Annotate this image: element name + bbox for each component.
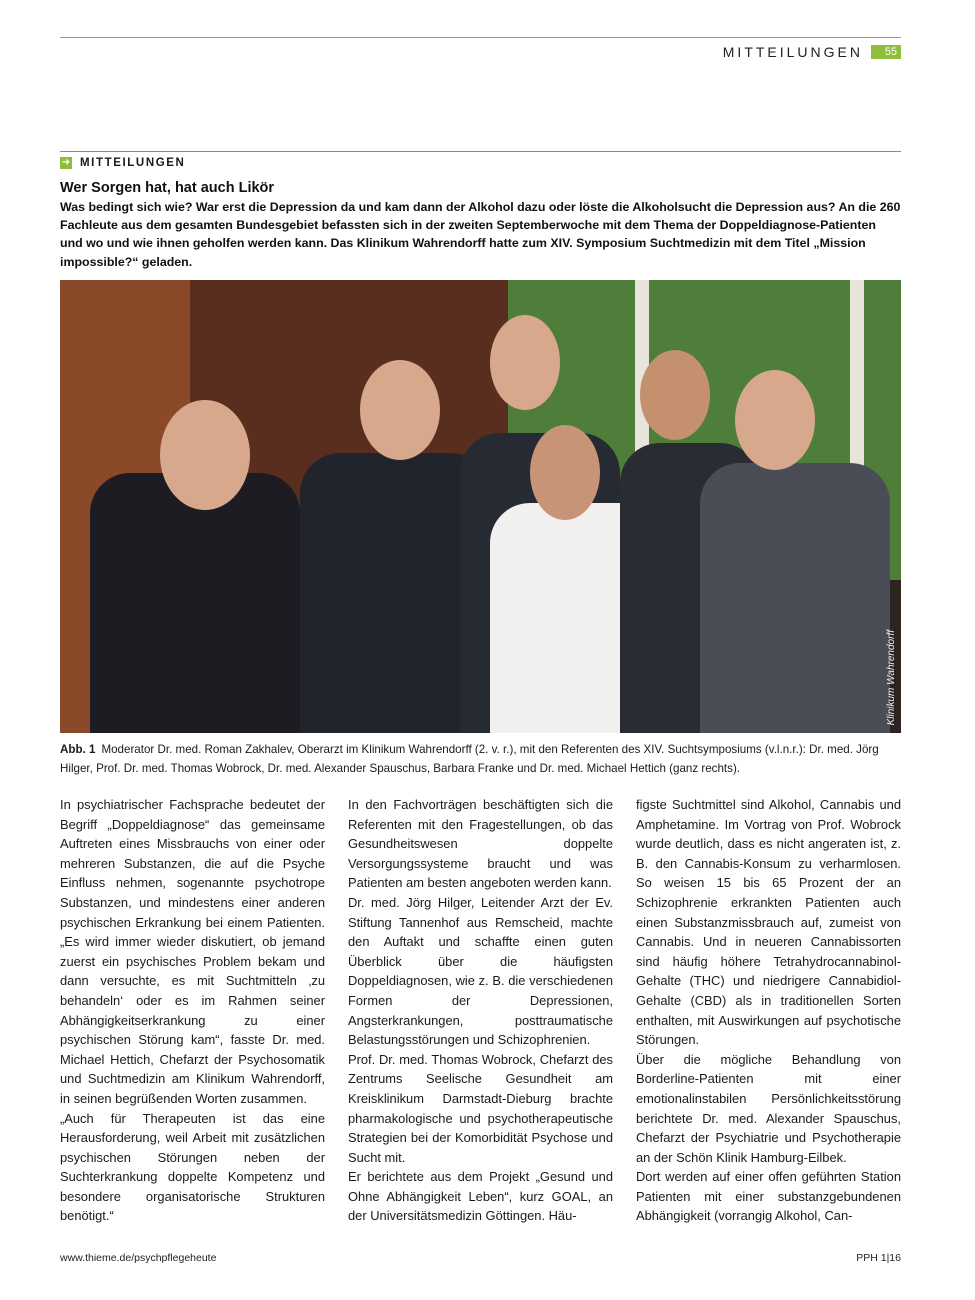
body-column-2 bbox=[348, 795, 613, 1226]
paragraph: Dr. med. Jörg Hilger, Leitender Arzt der Ev. Stiftung Tannenhof aus Remscheid, machte den Auftakt und schaffte einen guten Überblick über die häufigsten Doppeldiagnosen, wie z. B. die verschiedenen Formen der Depressionen, Angsterkrankungen, posttraumatische Belastungsstörungen und Schizophrenien. bbox=[348, 894, 613, 1048]
paragraph: „Auch für Therapeuten ist das eine Herausforderung, weil Arbeit mit zusätzlichen psychischen Störungen neben der Suchterkrankung doppelte Kompetenz und besondere organisatorische Strukturen benötigt.“ bbox=[60, 1110, 325, 1224]
section-label: MITTEILUNGEN bbox=[80, 157, 186, 169]
photo-credit: Klinikum Wahrendorff bbox=[886, 629, 897, 725]
body-column-1 bbox=[60, 795, 325, 1226]
paragraph: Dort werden auf einer offen geführten Station Patienten mit einer substanzgebundenen Abhängigkeit (vorrangig Alkohol, Can- bbox=[636, 1169, 901, 1224]
paragraph: Über die mögliche Behandlung von Borderline-Patienten mit einer emotionalinstabilen Persönlichkeitsstörung berichtete Dr. med. Alexander Spauschus, Chefarzt der Psychiatrie und Psychotherapie an der Schön Klinik Hamburg-Eilbek. bbox=[636, 1051, 901, 1165]
running-head bbox=[723, 44, 901, 60]
paragraph: Prof. Dr. med. Thomas Wobrock, Chefarzt des Zentrums Seelische Gesundheit am Kreisklinikum Darmstadt-Dieburg brachte pharmakologische und psychotherapeutische Strategien bei der Komorbidität Psychose und Sucht mit. bbox=[348, 1051, 613, 1165]
body-column-3 bbox=[636, 795, 901, 1226]
running-head-section: MITTEILUNGEN bbox=[722, 44, 863, 60]
paragraph: In psychiatrischer Fachsprache bedeutet der Begriff „Doppeldiagnose“ das gemeinsame Auftreten eines Missbrauchs von einer oder mehreren Substanzen, die auf die Psyche Einfluss nehmen, sogenannte psychotrope Substanzen, und mindestens einer anderen psychischen Erkrankung bei einem Patienten. „Es wird immer wieder diskutiert, ob jemand zuerst ein psychisches Problem bekam und dann versuchte, es mit Suchtmitteln ‚zu behandeln‘ oder es im Rahmen seiner Abhängigkeitserkrankung zu einer psychischen Störung kam“, fasste Dr. med. Michael Hettich, Chefarzt der Psychosomatik und Suchtmedizin am Klinikum Wahrendorff, in seinen begrüßenden Worten zusammen. bbox=[60, 797, 325, 1106]
figure-caption bbox=[60, 741, 910, 779]
article-lead: Was bedingt sich wie? War erst die Depression da und kam dann der Alkohol dazu oder löste die Alkoholsucht die Depression aus? An die 260 Fachleute aus dem gesamten Bundesgebiet befassten sich in der zweiten Septemberwoche mit dem Thema der Doppeldiagnose-Patienten und wo und wie ihnen geholfen werden kann. Das Klinikum Wahrendorff hatte zum XIV. Symposium Suchtmedizin mit dem Titel „Mission impossible?“ geladen. bbox=[60, 200, 901, 269]
section-rule bbox=[60, 151, 901, 152]
paragraph: figste Suchtmittel sind Alkohol, Cannabis und Amphetamine. Im Vortrag von Prof. Wobrock wurde deutlich, dass es nicht angeraten ist, z. B. den Cannabis-Konsum zu verharmlosen. So weisen 15 bis 65 Prozent der an Schizophrenie erkrankten Patienten auch einen Substanzmissbrauch auf, zumeist von Cannabis. Und in neueren Cannabissorten sind häufig höhere Tetrahydrocannabinol-Gehalte (THC) und niedrigere Cannabidiol-Gehalte (CBD) als in traditionellen Sorten enthalten, mit Auswirkungen auf psychotische Störungen. bbox=[636, 797, 901, 1048]
footer-url: www.thieme.de/psychpflegeheute bbox=[60, 1252, 217, 1264]
paragraph: In den Fachvorträgen beschäftigten sich die Referenten mit den Fragestellungen, ob das Gesundheitswesen doppelte Versorgungssysteme braucht und was Patienten am besten angeboten werden kann. bbox=[348, 797, 613, 891]
paragraph: Er berichtete aus dem Projekt „Gesund und Ohne Abhängigkeit Leben“, kurz GOAL, an der Universitätsmedizin Göttingen. Häu- bbox=[348, 1169, 613, 1224]
group-photo bbox=[60, 280, 901, 733]
page-number-badge: 55 bbox=[871, 45, 901, 59]
header-rule bbox=[60, 37, 901, 38]
footer-issue: PPH 1|16 bbox=[856, 1252, 901, 1264]
arrow-right-icon: ➜ bbox=[61, 157, 71, 168]
section-heading bbox=[60, 157, 185, 169]
article-title: Wer Sorgen hat, hat auch Likör bbox=[60, 180, 275, 196]
figure-label: Abb. 1 bbox=[60, 743, 96, 756]
figure-caption-text: Moderator Dr. med. Roman Zakhalev, Oberarzt im Klinikum Wahrendorff (2. v. r.), mit den Referenten des XIV. Suchtsymposiums (v.l.n.r.): Dr. med. Jörg Hilger, Prof. Dr. med. Thomas Wobrock, Dr. med. Alexander Spauschus, Barbara Franke und Dr. med. Michael Hettich (ganz rechts). bbox=[60, 743, 879, 775]
